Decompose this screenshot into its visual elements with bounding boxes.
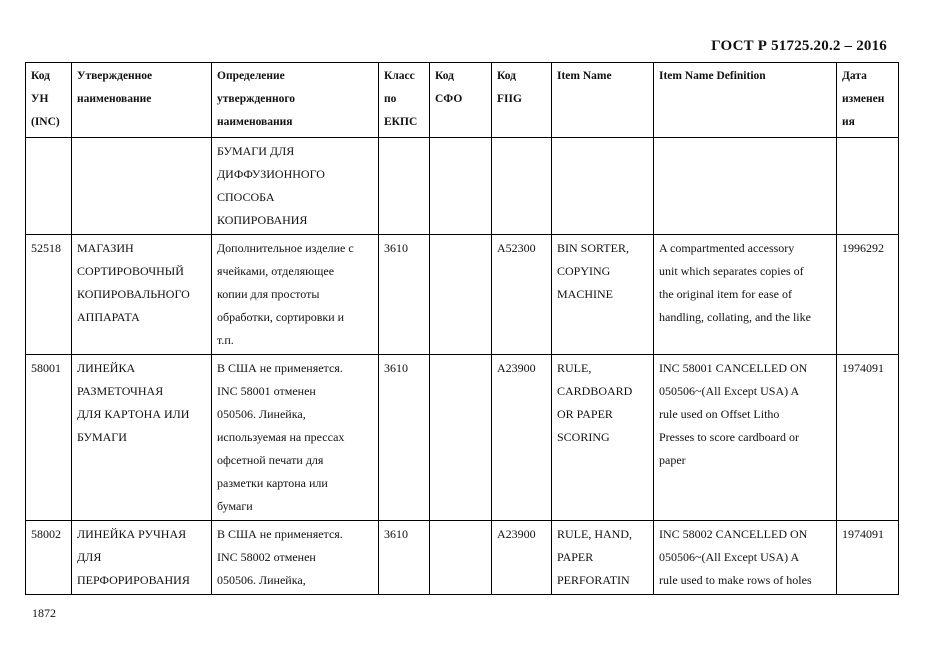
cell-item-definition: A compartmented accessory unit which separates copies of the original item for ease of handling, collating, and the like — [654, 235, 837, 355]
cell-approved-name: МАГАЗИН СОРТИРОВОЧНЫЙ КОПИРОВАЛЬНОГО АППАРАТА — [72, 235, 212, 355]
cell-approved-name: ЛИНЕЙКА РУЧНАЯ ДЛЯ ПЕРФОРИРОВАНИЯ — [72, 521, 212, 595]
table-row — [26, 235, 899, 355]
cell-item-definition: INC 58001 CANCELLED ON 050506~(All Except USA) A rule used on Offset Litho Presses to score cardboard or paper — [654, 355, 837, 521]
cell-item-name: BIN SORTER, COPYING MACHINE — [552, 235, 654, 355]
cell-fiig: A23900 — [492, 355, 552, 521]
cell-definition: БУМАГИ ДЛЯ ДИФФУЗИОННОГО СПОСОБА КОПИРОВАНИЯ — [212, 138, 379, 235]
cell-date: 1974091 — [837, 355, 899, 521]
cell-sfo — [430, 235, 492, 355]
cell-approved-name: ЛИНЕЙКА РАЗМЕТОЧНАЯ ДЛЯ КАРТОНА ИЛИ БУМАГИ — [72, 355, 212, 521]
document-header: ГОСТ Р 51725.20.2 – 2016 — [711, 38, 887, 54]
cell-inc — [26, 138, 72, 235]
cell-definition: В США не применяется. INC 58001 отменен 050506. Линейка, используемая на прессах офсетной печати для разметки картона или бумаги — [212, 355, 379, 521]
cell-item-definition — [654, 138, 837, 235]
cell-fiig: A23900 — [492, 521, 552, 595]
cell-inc: 58001 — [26, 355, 72, 521]
cell-definition: В США не применяется. INC 58002 отменен 050506. Линейка, — [212, 521, 379, 595]
cell-ekps: 3610 — [379, 355, 430, 521]
cell-inc: 52518 — [26, 235, 72, 355]
cell-ekps — [379, 138, 430, 235]
cell-fiig: A52300 — [492, 235, 552, 355]
cell-approved-name — [72, 138, 212, 235]
cell-inc: 58002 — [26, 521, 72, 595]
table-row — [26, 355, 899, 521]
table-header-row — [26, 63, 899, 138]
cell-item-name — [552, 138, 654, 235]
cell-date: 1974091 — [837, 521, 899, 595]
cell-item-name: RULE, HAND, PAPER PERFORATIN — [552, 521, 654, 595]
header-item-name-definition: Item Name Definition — [654, 63, 837, 138]
header-fiig-code: Код FIIG — [492, 63, 552, 138]
header-ekps-class: Класс по ЕКПС — [379, 63, 430, 138]
cell-ekps: 3610 — [379, 235, 430, 355]
header-item-name: Item Name — [552, 63, 654, 138]
cell-sfo — [430, 355, 492, 521]
table-row — [26, 521, 899, 595]
cell-definition: Дополнительное изделие с ячейками, отделяющее копии для простоты обработки, сортировки и т.п. — [212, 235, 379, 355]
page-number: 1872 — [32, 606, 56, 620]
header-sfo-code: Код СФО — [430, 63, 492, 138]
cell-fiig — [492, 138, 552, 235]
header-approved-name: Утвержденное наименование — [72, 63, 212, 138]
cell-date: 1996292 — [837, 235, 899, 355]
header-inc-code: Код УН (INC) — [26, 63, 72, 138]
cell-ekps: 3610 — [379, 521, 430, 595]
classification-table — [25, 62, 899, 595]
header-change-date: Дата изменен ия — [837, 63, 899, 138]
cell-item-name: RULE, CARDBOARD OR PAPER SCORING — [552, 355, 654, 521]
cell-sfo — [430, 521, 492, 595]
cell-sfo — [430, 138, 492, 235]
table-row — [26, 138, 899, 235]
cell-item-definition: INC 58002 CANCELLED ON 050506~(All Except USA) A rule used to make rows of holes — [654, 521, 837, 595]
header-name-definition: Определение утвержденного наименования — [212, 63, 379, 138]
cell-date — [837, 138, 899, 235]
